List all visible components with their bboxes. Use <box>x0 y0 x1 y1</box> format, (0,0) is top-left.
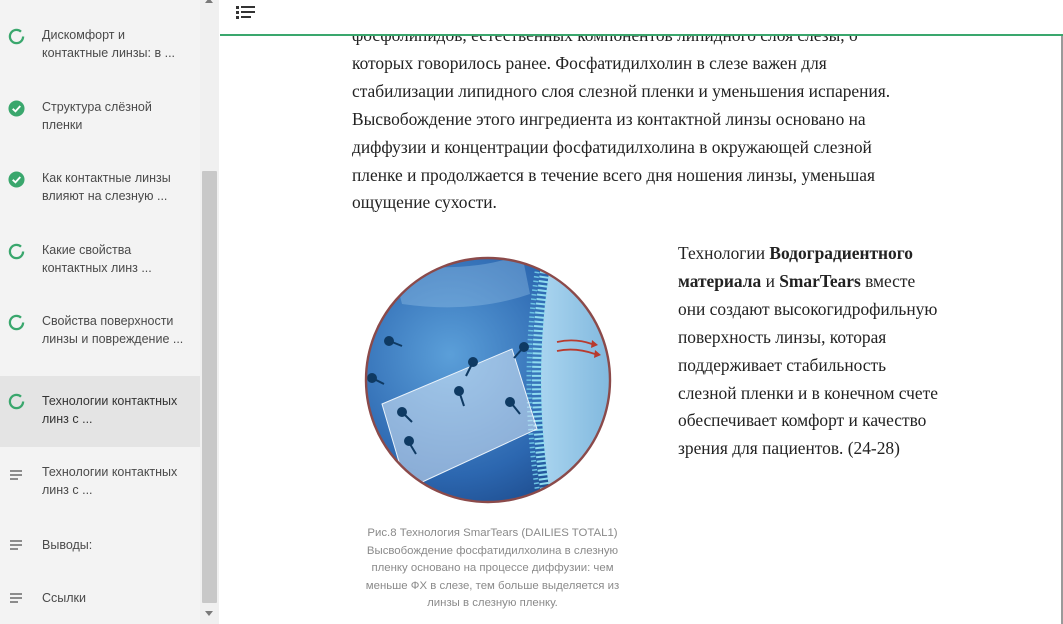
scroll-thumb[interactable] <box>202 171 217 603</box>
bold-term-smartears: SmarTears <box>779 270 861 291</box>
lesson-item-6-current[interactable] <box>0 376 200 447</box>
sidebar-scrollbar[interactable] <box>200 0 219 624</box>
paragraph-line: ощущение сухости. <box>352 192 497 213</box>
progress-ring-icon <box>8 314 25 331</box>
lines-icon <box>8 588 25 605</box>
caption-line: меньше ФХ в слезе, тем больше выделяется из <box>365 579 620 592</box>
scroll-down-arrow-icon[interactable] <box>205 611 213 616</box>
lesson-label: Какие свойства контактных линз ... <box>42 243 152 275</box>
paragraph-line: пленке и продолжается в течение всего дня ношения линзы, уменьшая <box>352 164 876 185</box>
lesson-label: Технологии контактных линз с ... <box>42 394 178 426</box>
progress-ring-icon <box>8 243 25 260</box>
scroll-up-arrow-icon[interactable] <box>205 0 213 3</box>
text-segment: вместе они создают высокогидрофильную поверхность линзы, которая поддерживает стабильность слезной пленки и в конечном счете обеспечивает комфорт и качество зрения для пациентов. (24-28) <box>678 270 938 459</box>
progress-ring-icon <box>8 393 25 410</box>
lesson-item-9[interactable] <box>0 572 200 624</box>
paragraph-line: диффузии и концентрации фосфатидилхолина в окружающей слезной <box>352 136 872 157</box>
body-paragraph <box>352 22 952 218</box>
lesson-item-2[interactable] <box>0 82 200 153</box>
menu-list-icon[interactable] <box>236 6 256 20</box>
lesson-list <box>0 0 200 624</box>
lesson-item-5[interactable] <box>0 296 200 367</box>
caption-line: Высвобождение фосфатидилхолина в слезную <box>366 544 619 557</box>
lesson-item-7[interactable] <box>0 447 200 518</box>
figure-caption <box>350 525 635 613</box>
lines-icon <box>8 535 25 552</box>
sidebar <box>0 0 219 624</box>
lines-icon <box>8 465 25 482</box>
paragraph-line: стабилизации липидного слоя слезной пленки и уменьшения испарения. <box>352 80 891 101</box>
lesson-label: Технологии контактных линз с ... <box>42 465 178 497</box>
lesson-label: Ссылки <box>42 591 87 605</box>
paragraph-line: которых говорилось ранее. Фосфатидилхолин в слезе важен для <box>352 52 827 73</box>
lesson-item-3[interactable] <box>0 153 200 224</box>
lesson-label: Как контактные линзы влияют на слезную ... <box>42 171 171 203</box>
text-segment: Технологии <box>678 243 770 263</box>
lesson-label: Выводы: <box>42 538 93 552</box>
check-circle-icon <box>8 171 25 188</box>
lesson-item-1[interactable] <box>0 10 200 81</box>
smartears-figure-image <box>362 254 614 506</box>
lesson-label: Дискомфорт и контактные линзы: в ... <box>42 28 176 60</box>
caption-line: пленку основано на процессе диффузии: чем <box>371 562 614 574</box>
progress-ring-icon <box>8 28 25 45</box>
technology-paragraph <box>678 240 940 463</box>
paragraph-line: Высвобождение этого ингредиента из контактной линзы основано на <box>352 108 866 129</box>
caption-line: Рис.8 Технология SmarTears (DAILIES TOTAL1) <box>367 527 618 539</box>
bold-term-water-gradient: Водоградиентного материала <box>678 243 913 291</box>
top-bar <box>220 0 1063 36</box>
lesson-item-4[interactable] <box>0 225 200 296</box>
lesson-label: Структура слёзной пленки <box>42 100 152 132</box>
lesson-label: Свойства поверхности линзы и повреждение ... <box>42 314 184 346</box>
check-circle-icon <box>8 100 25 117</box>
text-segment: и <box>761 270 780 291</box>
caption-line: линзы в слезную пленку. <box>427 597 558 609</box>
